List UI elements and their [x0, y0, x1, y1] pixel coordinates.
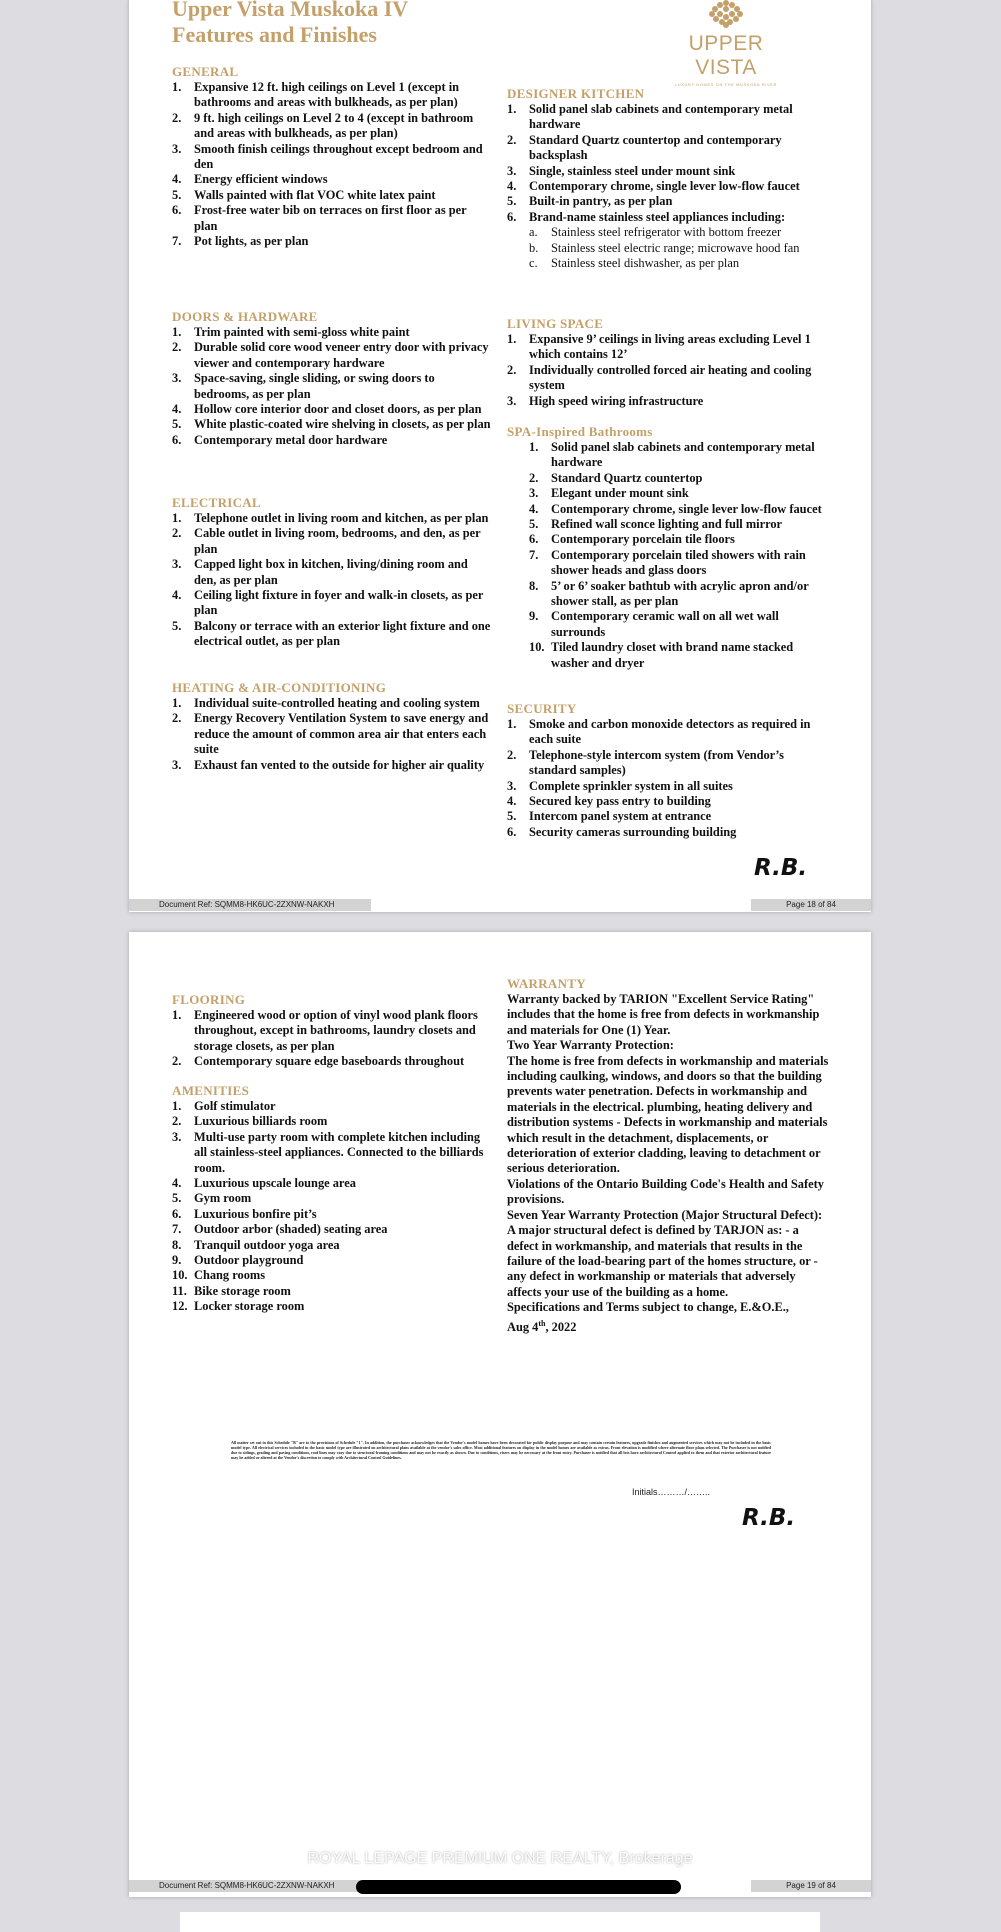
list-item-text: Durable solid core wood veneer entry door with privacy viewer and contemporary hardware	[194, 340, 489, 370]
warranty-paragraph: Seven Year Warranty Protection (Major Structural Defect):	[507, 1207, 823, 1222]
list-item-text: Brand-name stainless steel appliances including:	[529, 209, 786, 224]
initials-signature: R.B.	[742, 1505, 796, 1531]
warranty-date-year: , 2022	[545, 1319, 577, 1334]
list-number: 2.	[529, 470, 539, 485]
list-number: 1.	[172, 1008, 182, 1022]
initials-line: Initials………/……..	[632, 1487, 711, 1497]
list-item	[172, 1191, 492, 1206]
sub-list-item	[507, 256, 827, 271]
list-number: 6.	[172, 432, 182, 447]
list-item	[172, 1268, 492, 1283]
list-item-text: Outdoor playground	[194, 1253, 304, 1268]
list-number: 1.	[507, 102, 517, 116]
list-number: 1.	[172, 325, 182, 339]
list-item-text: Expansive 12 ft. high ceilings on Level 1 (except in bathrooms and areas with bulkheads, as per plan)	[194, 80, 460, 110]
warranty-paragraph: A major structural defect is defined by TARJON as: - a defect in workmanship, and materials that results in the failure of the load-bearing part of the homes structure, or - any defect in workmanship or materials that adversely affects your use of the building as a home.	[507, 1223, 818, 1299]
section-amenities	[172, 1083, 492, 1315]
list-item-text: Capped light box in kitchen, living/dining room and den, as per plan	[194, 557, 468, 587]
sub-list-item	[507, 225, 827, 240]
list-item	[172, 1130, 492, 1176]
list-item	[172, 1222, 492, 1237]
list-number: 2.	[507, 747, 517, 762]
list-number: 5.	[172, 187, 182, 202]
list-number: 3.	[172, 557, 182, 572]
list-item-text: Stainless steel refrigerator with bottom freezer	[551, 225, 782, 240]
list-item	[507, 548, 827, 579]
list-number: 4.	[172, 402, 182, 417]
list-number: 2.	[172, 711, 182, 726]
list-item	[172, 188, 492, 203]
doors-list	[172, 325, 492, 448]
section-general	[172, 64, 492, 249]
list-item-text: Solid panel slab cabinets and contemporary metal hardware	[551, 440, 815, 470]
security-list	[507, 717, 827, 840]
list-item-text: Standard Quartz countertop	[551, 470, 703, 485]
list-number: 3.	[529, 486, 539, 501]
list-item-text: Cable outlet in living room, bedrooms, and den, as per plan	[194, 526, 481, 556]
warranty-paragraph: Violations of the Ontario Building Code's Health and Safety provisions.	[507, 1176, 824, 1207]
list-number: 4.	[172, 588, 182, 603]
list-number: 4.	[529, 501, 539, 516]
list-item-text: Built-in pantry, as per plan	[529, 194, 673, 209]
list-number: 3.	[172, 757, 182, 772]
electrical-list	[172, 511, 492, 650]
list-item-text: Contemporary chrome, single lever low-flow faucet	[551, 501, 822, 516]
warranty-date	[507, 1316, 829, 1336]
logo-tagline: LUXURY HOMES ON THE MUSKOKA RIVER	[674, 82, 778, 87]
list-item	[172, 80, 492, 111]
list-item-text: Luxurious bonfire pit’s	[194, 1206, 317, 1221]
list-item	[507, 210, 827, 225]
list-number: 2.	[507, 132, 517, 147]
list-item-text: Balcony or terrace with an exterior light fixture and one electrical outlet, as per plan	[194, 618, 491, 649]
section-title: FLOORING	[172, 992, 246, 1007]
list-item-text: Engineered wood or option of vinyl wood plank floors throughout, except in bathrooms, laundry closets and storage closets, as per plan	[194, 1008, 478, 1053]
list-number: 10.	[172, 1268, 188, 1283]
list-item-text: Contemporary square edge baseboards throughout	[194, 1054, 465, 1069]
list-item	[507, 717, 827, 748]
spa-list	[507, 440, 827, 671]
list-item	[507, 486, 827, 501]
list-item-text: Space-saving, single sliding, or swing doors to bedrooms, as per plan	[194, 371, 435, 401]
list-item-text: Multi-use party room with complete kitchen including all stainless-steel appliances. Connected to the billiards room.	[194, 1129, 484, 1175]
list-number: 7.	[172, 234, 182, 249]
warranty-paragraph: Two Year Warranty Protection:	[507, 1038, 674, 1053]
list-item	[172, 111, 492, 142]
list-item	[172, 1008, 492, 1054]
section-electrical	[172, 495, 492, 650]
section-title: GENERAL	[172, 64, 239, 79]
list-item-text: Tranquil outdoor yoga area	[194, 1237, 340, 1252]
list-number: b.	[529, 240, 539, 255]
list-item-text: Luxurious billiards room	[194, 1114, 328, 1129]
list-number: 5.	[172, 618, 182, 633]
list-item	[172, 758, 492, 773]
list-item-text: Energy efficient windows	[194, 172, 328, 187]
list-number: 12.	[172, 1299, 188, 1314]
list-number: 5.	[172, 417, 182, 432]
list-item	[172, 1238, 492, 1253]
page-number: Page 19 of 84	[751, 1880, 871, 1892]
list-number: 1.	[172, 511, 182, 525]
list-item	[507, 748, 827, 779]
list-item	[172, 371, 492, 402]
list-item	[172, 1114, 492, 1129]
list-item	[507, 609, 827, 640]
section-warranty	[507, 976, 829, 1335]
list-number: 1.	[507, 332, 517, 346]
list-item	[172, 402, 492, 417]
list-item-text: 9 ft. high ceilings on Level 2 to 4 (except in bathroom and areas with bulkheads, as per plan)	[194, 110, 474, 141]
list-number: 3.	[507, 163, 517, 178]
logo-wordmark: UPPER VISTA	[688, 32, 764, 79]
list-item	[172, 557, 492, 588]
list-item	[172, 711, 492, 757]
list-number: 3.	[172, 141, 182, 156]
warranty-paragraph: Warranty backed by TARION "Excellent Service Rating" includes that the home is free from defects in workmanship and materials for One (1) Year.	[507, 992, 820, 1037]
document-reference: Document Ref: SQMM8-HK6UC-2ZXNW-NAKXH	[129, 899, 371, 911]
list-item	[507, 517, 827, 532]
list-item-text: Gym room	[194, 1191, 252, 1206]
hvac-list	[172, 696, 492, 773]
list-item	[172, 340, 492, 371]
list-number: 9.	[529, 609, 539, 624]
home-indicator[interactable]	[356, 1880, 681, 1894]
list-number: 6.	[172, 203, 182, 218]
brokerage-watermark: ROYAL LEPAGE PREMIUM ONE REALTY, Brokerage	[307, 1850, 693, 1867]
list-item	[507, 779, 827, 794]
list-item	[172, 511, 492, 526]
list-number: 8.	[529, 578, 539, 593]
list-item	[172, 1176, 492, 1191]
sub-list-item	[507, 241, 827, 256]
list-number: 3.	[172, 1129, 182, 1144]
list-item	[172, 142, 492, 173]
list-item-text: Trim painted with semi-gloss white paint	[194, 325, 410, 339]
list-item-text: Telephone-style intercom system (from Vendor’s standard samples)	[529, 747, 784, 778]
list-number: 1.	[172, 80, 182, 94]
list-item-text: Elegant under mount sink	[551, 486, 689, 501]
lotus-logo-icon	[704, 0, 748, 30]
section-heating-air-conditioning	[172, 680, 492, 773]
list-item	[507, 194, 827, 209]
section-security	[507, 701, 827, 840]
list-number: 4.	[507, 179, 517, 194]
list-item-text: Single, stainless steel under mount sink	[529, 163, 736, 178]
list-item-text: Individually controlled forced air heating and cooling system	[529, 362, 812, 393]
list-item-text: Stainless steel electric range; microwave hood fan	[551, 240, 800, 255]
list-item-text: Contemporary porcelain tiled showers with rain shower heads and glass doors	[551, 547, 806, 578]
list-number: 10.	[529, 640, 545, 655]
list-item	[172, 1099, 492, 1114]
list-item-text: White plastic-coated wire shelving in closets, as per plan	[194, 417, 491, 432]
list-item	[172, 696, 492, 711]
list-item	[172, 1284, 492, 1299]
warranty-paragraph: Specifications and Terms subject to change, E.&O.E.,	[507, 1300, 789, 1315]
list-item-text: Solid panel slab cabinets and contemporary metal hardware	[529, 102, 793, 132]
list-item-text: Complete sprinkler system in all suites	[529, 778, 733, 793]
list-item	[507, 102, 827, 133]
list-item-text: Luxurious upscale lounge area	[194, 1176, 356, 1191]
list-item	[507, 579, 827, 610]
list-item-text: Refined wall sconce lighting and full mirror	[551, 517, 783, 532]
page-number: Page 18 of 84	[751, 899, 871, 911]
list-number: 6.	[507, 209, 517, 224]
upper-vista-logo	[656, 0, 796, 87]
section-title: DESIGNER KITCHEN	[507, 86, 645, 101]
list-number: 3.	[507, 778, 517, 793]
list-item	[507, 532, 827, 547]
list-number: c.	[529, 256, 538, 271]
general-list	[172, 80, 492, 249]
document-title	[172, 0, 408, 48]
next-page-edge	[180, 1912, 820, 1932]
list-item-text: Exhaust fan vented to the outside for higher air quality	[194, 757, 485, 772]
initials-signature: R.B.	[754, 855, 808, 881]
list-item	[172, 203, 492, 234]
list-item	[507, 164, 827, 179]
list-item-text: Contemporary chrome, single lever low-flow faucet	[529, 179, 800, 194]
list-item	[507, 332, 827, 363]
kitchen-appliance-sublist	[507, 225, 827, 271]
list-number: 5.	[507, 809, 517, 824]
list-item-text: Individual suite-controlled heating and cooling system	[194, 696, 480, 710]
section-title: LIVING SPACE	[507, 316, 604, 331]
list-number: 2.	[172, 340, 182, 355]
list-item-text: 5’ or 6’ soaker bathtub with acrylic apron and/or shower stall, as per plan	[551, 578, 809, 609]
list-item-text: Contemporary metal door hardware	[194, 432, 388, 447]
list-number: 5.	[529, 517, 539, 532]
list-item	[507, 394, 827, 409]
list-number: 1.	[507, 717, 517, 731]
list-item	[172, 619, 492, 650]
list-item-text: Standard Quartz countertop and contemporary backsplash	[529, 132, 782, 163]
list-number: 5.	[507, 194, 517, 209]
list-item	[507, 502, 827, 517]
section-title: ELECTRICAL	[172, 495, 261, 510]
list-item	[507, 809, 827, 824]
section-flooring	[172, 992, 492, 1070]
list-item	[507, 440, 827, 471]
list-number: 4.	[507, 794, 517, 809]
flooring-list	[172, 1008, 492, 1070]
list-item	[172, 433, 492, 448]
section-spa-bathrooms	[507, 424, 827, 671]
list-item-text: Expansive 9’ ceilings in living areas excluding Level 1 which contains 12’	[529, 332, 811, 362]
list-number: 11.	[172, 1283, 187, 1298]
list-item-text: Telephone outlet in living room and kitchen, as per plan	[194, 511, 489, 525]
list-item-text: Frost-free water bib on terraces on first floor as per plan	[194, 203, 467, 233]
list-number: 2.	[172, 110, 182, 125]
list-item-text: High speed wiring infrastructure	[529, 393, 704, 408]
list-number: 3.	[507, 393, 517, 408]
document-page-19	[129, 932, 871, 1897]
list-item	[172, 588, 492, 619]
list-number: 7.	[529, 547, 539, 562]
list-item	[507, 179, 827, 194]
list-number: 6.	[172, 1206, 182, 1221]
list-item-text: Smooth finish ceilings throughout except bedroom and den	[194, 141, 483, 172]
list-number: 7.	[172, 1222, 182, 1237]
list-item	[172, 234, 492, 249]
list-item	[172, 526, 492, 557]
list-number: 1.	[172, 696, 182, 710]
list-number: 4.	[172, 172, 182, 187]
list-item-text: Stainless steel dishwasher, as per plan	[551, 256, 740, 271]
list-item	[172, 1253, 492, 1268]
list-item	[507, 133, 827, 164]
living-list	[507, 332, 827, 409]
list-item-text: Golf stimulator	[194, 1099, 276, 1113]
list-number: 1.	[172, 1099, 182, 1113]
page-footer	[129, 899, 871, 911]
list-item	[172, 172, 492, 187]
section-title: SECURITY	[507, 701, 577, 716]
list-item	[507, 825, 827, 840]
list-item-text: Chang rooms	[194, 1268, 266, 1283]
list-number: 2.	[172, 1054, 182, 1069]
list-number: 6.	[507, 824, 517, 839]
list-item-text: Contemporary porcelain tile floors	[551, 532, 735, 547]
list-number: 8.	[172, 1237, 182, 1252]
list-item-text: Tiled laundry closet with brand name stacked washer and dryer	[551, 640, 794, 670]
section-title: SPA-Inspired Bathrooms	[507, 424, 653, 439]
document-page-18	[129, 0, 871, 912]
list-item	[172, 1299, 492, 1314]
warranty-date-day: Aug 4	[507, 1319, 539, 1334]
section-living-space	[507, 316, 827, 409]
list-number: 6.	[529, 532, 539, 547]
document-reference: Document Ref: SQMM8-HK6UC-2ZXNW-NAKXH	[129, 1880, 371, 1892]
list-item-text: Hollow core interior door and closet doors, as per plan	[194, 402, 482, 417]
list-number: 5.	[172, 1191, 182, 1206]
list-item-text: Ceiling light fixture in foyer and walk-in closets, as per plan	[194, 588, 484, 618]
list-item-text: Smoke and carbon monoxide detectors as required in each suite	[529, 717, 811, 747]
list-item-text: Pot lights, as per plan	[194, 234, 309, 249]
list-item	[172, 1054, 492, 1069]
list-number: 3.	[172, 371, 182, 386]
section-title: WARRANTY	[507, 976, 586, 991]
list-item-text: Secured key pass entry to building	[529, 794, 711, 809]
title-line-2: Features and Finishes	[172, 22, 377, 47]
list-item-text: Bike storage room	[194, 1283, 291, 1298]
section-title: AMENITIES	[172, 1083, 250, 1098]
list-item-text: Walls painted with flat VOC white latex paint	[194, 187, 436, 202]
list-number: 1.	[529, 440, 539, 454]
kitchen-list	[507, 102, 827, 225]
list-number: 2.	[507, 362, 517, 377]
list-item	[172, 1207, 492, 1222]
list-item-text: Outdoor arbor (shaded) seating area	[194, 1222, 388, 1237]
list-item-text: Intercom panel system at entrance	[529, 809, 712, 824]
title-line-1: Upper Vista Muskoka IV	[172, 0, 409, 21]
list-item	[507, 471, 827, 486]
list-item	[507, 640, 827, 671]
warranty-paragraph: The home is free from defects in workmanship and materials including caulking, windows, and doors so that the building prevents water penetration. Defects in workmanship and materials in the electrical. plumbing, heating delivery and distribution systems - Defects in workmanship and materials which result in the detachment, displacements, or deterioration of exterior cladding, leaving to detachment or serious deterioration.	[507, 1053, 829, 1176]
list-number: 2.	[172, 526, 182, 541]
list-item	[172, 417, 492, 432]
list-item	[507, 794, 827, 809]
section-title: HEATING & AIR-CONDITIONING	[172, 680, 387, 695]
legal-disclaimer: All matter set out in this Schedule "B" are to the provisions of Schedule "1". In addition, the purchaser acknowledges that the Vendor's model homes have been decorated for public display purpose and may contain certain features, upgrade finishes and augmented services which may not be included in the basic model type. All electrical services included in the basic model type are illustrated on architectural plans available at the vendor's sales office. Most additional features on display in the model homes are available as extras. Front elevation is modified where alternate floor plans selected. The Purchaser is not notified due to sidings, grading and paving conditions, roof lines may vary due to structural framing conditions and may not be exactly as shown. Due to conditions, risers may be necessary at the front entry. Purchaser is notified that all lots have architectural Control applied to them and that exterior architectural feature may be added or altered at the Vendor's discretion to comply with Architectural Control Guidelines.	[231, 1440, 771, 1460]
list-item	[507, 363, 827, 394]
amenities-list	[172, 1099, 492, 1315]
section-doors-hardware	[172, 309, 492, 448]
list-item-text: Energy Recovery Ventilation System to save energy and reduce the amount of common area air that enters each suite	[194, 711, 489, 757]
list-item	[172, 325, 492, 340]
list-number: 4.	[172, 1176, 182, 1191]
list-number: 2.	[172, 1114, 182, 1129]
list-item-text: Contemporary ceramic wall on all wet wall surrounds	[551, 609, 779, 639]
list-number: 9.	[172, 1253, 182, 1268]
list-item-text: Security cameras surrounding building	[529, 824, 737, 839]
warranty-date-ordinal: th	[538, 1318, 546, 1328]
section-title: DOORS & HARDWARE	[172, 309, 318, 324]
list-item-text: Locker storage room	[194, 1299, 305, 1314]
list-number: a.	[529, 225, 538, 240]
section-designer-kitchen	[507, 86, 827, 271]
